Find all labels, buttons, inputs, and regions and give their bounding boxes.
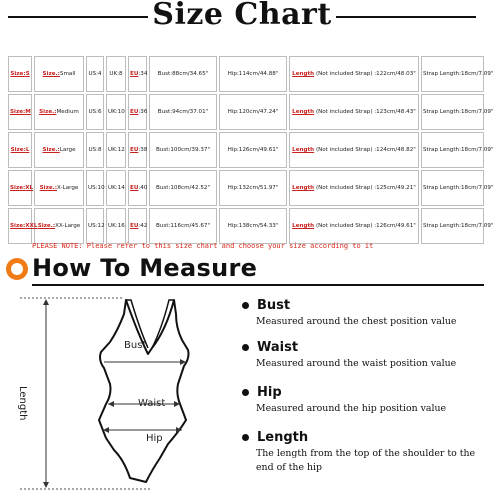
length-text: (Not included Strap) bbox=[315, 71, 373, 77]
size-cell bbox=[8, 56, 32, 92]
eu-cell bbox=[128, 170, 147, 206]
bullet-dot-icon bbox=[242, 302, 249, 309]
size-cell bbox=[8, 208, 38, 244]
uk-text: UK:10 bbox=[108, 109, 125, 115]
strap-cell bbox=[421, 170, 494, 206]
hip-text: Hip:132cm/51.97" bbox=[227, 185, 279, 191]
size-cell bbox=[8, 132, 32, 168]
length-text: :123cm/48.43" bbox=[374, 109, 416, 115]
size-name-text: Medium bbox=[56, 109, 79, 115]
uk-cell bbox=[106, 94, 126, 130]
size-name-cell bbox=[34, 94, 84, 130]
length-text: Length bbox=[292, 147, 315, 153]
bust-cell bbox=[149, 132, 217, 168]
length-text: :125cm/49.21" bbox=[374, 185, 416, 191]
us-cell bbox=[86, 170, 104, 206]
strap-text: Strap Length:18cm/7.09" bbox=[423, 147, 494, 153]
eu-text: :42 bbox=[138, 223, 148, 229]
size-name-cell bbox=[34, 170, 84, 206]
size-text: Size: bbox=[10, 185, 26, 191]
uk-cell bbox=[106, 56, 126, 92]
length-text: (Not included Strap) bbox=[315, 109, 373, 115]
strap-cell bbox=[421, 56, 494, 92]
bust-cell bbox=[149, 170, 217, 206]
eu-text: :38 bbox=[138, 147, 148, 153]
eu-text: EU bbox=[130, 147, 139, 153]
size-text: Size: bbox=[10, 109, 26, 115]
size-name-text: X-Large bbox=[57, 185, 79, 191]
diagram-hip-label: Hip bbox=[146, 433, 163, 444]
length-text: :124cm/48.82" bbox=[374, 147, 416, 153]
measure-diagram bbox=[0, 290, 230, 496]
length-text: :122cm/48.03" bbox=[374, 71, 416, 77]
diagram-bust-label: Bust bbox=[124, 340, 147, 351]
strap-text: Strap Length:18cm/7.09" bbox=[423, 109, 494, 115]
uk-text: UK:14 bbox=[108, 185, 125, 191]
hip-text: Hip:114cm/44.88" bbox=[227, 71, 279, 77]
size-name-text: Size.: bbox=[39, 109, 57, 115]
measure-title: How To Measure bbox=[32, 254, 258, 282]
table-row bbox=[8, 94, 484, 130]
size-chart-header bbox=[0, 0, 484, 36]
eu-text: EU bbox=[130, 185, 139, 191]
size-name-text: Size.: bbox=[42, 147, 60, 153]
size-text: S bbox=[25, 71, 30, 77]
size-name-cell bbox=[34, 56, 84, 92]
uk-cell bbox=[106, 132, 126, 168]
size-text: Size: bbox=[10, 223, 26, 229]
hip-cell bbox=[219, 170, 287, 206]
table-row bbox=[8, 170, 484, 206]
diagram-length-label: Length bbox=[17, 386, 28, 421]
swimsuit-illustration bbox=[0, 290, 230, 496]
eu-cell bbox=[128, 56, 147, 92]
length-text: Length bbox=[292, 223, 315, 229]
length-text: :126cm/49.61" bbox=[374, 223, 416, 229]
us-text: US:8 bbox=[88, 147, 102, 153]
length-text: Length bbox=[292, 185, 315, 191]
size-name-text: Large bbox=[59, 147, 76, 153]
strap-cell bbox=[421, 132, 494, 168]
strap-cell bbox=[421, 208, 494, 244]
size-text: L bbox=[25, 147, 30, 153]
hip-cell bbox=[219, 56, 287, 92]
measure-header bbox=[6, 254, 484, 286]
length-text: (Not included Strap) bbox=[315, 185, 373, 191]
us-cell bbox=[86, 208, 104, 244]
measure-item-title: Hip bbox=[257, 385, 282, 400]
hip-cell bbox=[219, 208, 287, 244]
size-name-text: Small bbox=[59, 71, 76, 77]
uk-cell bbox=[106, 208, 126, 244]
length-cell bbox=[289, 170, 419, 206]
us-cell bbox=[86, 56, 104, 92]
size-table bbox=[6, 54, 494, 246]
eu-text: :36 bbox=[138, 109, 148, 115]
eu-text: :34 bbox=[138, 71, 148, 77]
strap-text: Strap Length:18cm/7.09" bbox=[423, 185, 494, 191]
bust-text: Bust:88cm/34.65" bbox=[157, 71, 209, 77]
size-text: M bbox=[25, 109, 31, 115]
measure-item-desc: Measured around the hip position value bbox=[256, 403, 447, 414]
size-name-text: Size.: bbox=[42, 71, 60, 77]
bust-cell bbox=[149, 56, 217, 92]
hip-cell bbox=[219, 132, 287, 168]
length-cell bbox=[289, 132, 419, 168]
size-cell bbox=[8, 94, 32, 130]
uk-text: UK:16 bbox=[108, 223, 125, 229]
size-note: PLEASE NOTE: Please refer to this size chart and choose your size according to it bbox=[32, 242, 374, 250]
hip-cell bbox=[219, 94, 287, 130]
us-text: US:6 bbox=[88, 109, 102, 115]
table-row bbox=[8, 208, 484, 244]
bust-text: Bust:116cm/45.67" bbox=[155, 223, 211, 229]
size-cell bbox=[8, 170, 32, 206]
table-row bbox=[8, 132, 484, 168]
diagram-waist-label: Waist bbox=[138, 398, 166, 409]
page-title: Size Chart bbox=[152, 0, 332, 32]
eu-cell bbox=[128, 94, 147, 130]
measure-item-title: Length bbox=[257, 430, 309, 445]
bullet-dot-icon bbox=[242, 344, 249, 351]
bust-text: Bust:100cm/39.37" bbox=[155, 147, 211, 153]
size-name-cell bbox=[34, 208, 84, 244]
eu-text: EU bbox=[130, 223, 139, 229]
eu-cell bbox=[128, 132, 147, 168]
uk-text: UK:12 bbox=[108, 147, 125, 153]
bullet-dot-icon bbox=[242, 389, 249, 396]
title-rule-left bbox=[8, 16, 148, 18]
table-row bbox=[8, 56, 484, 92]
size-name-text: XX-Large bbox=[55, 223, 81, 229]
measure-rule bbox=[32, 284, 484, 286]
length-cell bbox=[289, 56, 419, 92]
hip-text: Hip:126cm/49.61" bbox=[227, 147, 279, 153]
strap-text: Strap Length:18cm/7.09" bbox=[423, 71, 494, 77]
strap-cell bbox=[421, 94, 494, 130]
size-name-text: Size.: bbox=[39, 185, 58, 191]
eu-text: EU bbox=[130, 109, 139, 115]
size-name-text: Size.: bbox=[37, 223, 56, 229]
length-text: Length bbox=[292, 109, 315, 115]
measure-item-title: Waist bbox=[257, 340, 299, 355]
length-cell bbox=[289, 94, 419, 130]
bust-text: Bust:108cm/42.52" bbox=[155, 185, 211, 191]
circle-bullet-icon bbox=[6, 258, 28, 280]
us-text: US:10 bbox=[88, 185, 105, 191]
hip-text: Hip:120cm/47.24" bbox=[227, 109, 279, 115]
strap-text: Strap Length:18cm/7.09" bbox=[423, 223, 494, 229]
size-text: XL bbox=[25, 185, 34, 191]
title-rule-right bbox=[336, 16, 476, 18]
size-text: XXL bbox=[25, 223, 38, 229]
measure-item-desc: Measured around the waist position value bbox=[256, 358, 457, 369]
eu-text: EU bbox=[130, 71, 139, 77]
length-text: (Not included Strap) bbox=[315, 223, 373, 229]
us-cell bbox=[86, 132, 104, 168]
size-name-cell bbox=[34, 132, 84, 168]
uk-cell bbox=[106, 170, 126, 206]
bust-cell bbox=[149, 94, 217, 130]
measure-item-title: Bust bbox=[257, 298, 291, 313]
bust-cell bbox=[149, 208, 217, 244]
measure-item-desc: Measured around the chest position value bbox=[256, 316, 457, 327]
measure-item-desc: The length from the top of the shoulder to the end of the hip bbox=[256, 448, 476, 473]
us-cell bbox=[86, 94, 104, 130]
uk-text: UK:8 bbox=[109, 71, 123, 77]
size-text: Size: bbox=[10, 71, 26, 77]
eu-text: :40 bbox=[138, 185, 148, 191]
length-cell bbox=[289, 208, 419, 244]
length-text: (Not included Strap) bbox=[315, 147, 373, 153]
bullet-dot-icon bbox=[242, 434, 249, 441]
length-text: Length bbox=[292, 71, 315, 77]
bust-text: Bust:94cm/37.01" bbox=[157, 109, 209, 115]
size-text: Size: bbox=[10, 147, 26, 153]
us-text: US:12 bbox=[88, 223, 105, 229]
us-text: US:4 bbox=[88, 71, 102, 77]
eu-cell bbox=[128, 208, 147, 244]
hip-text: Hip:138cm/54.33" bbox=[227, 223, 279, 229]
